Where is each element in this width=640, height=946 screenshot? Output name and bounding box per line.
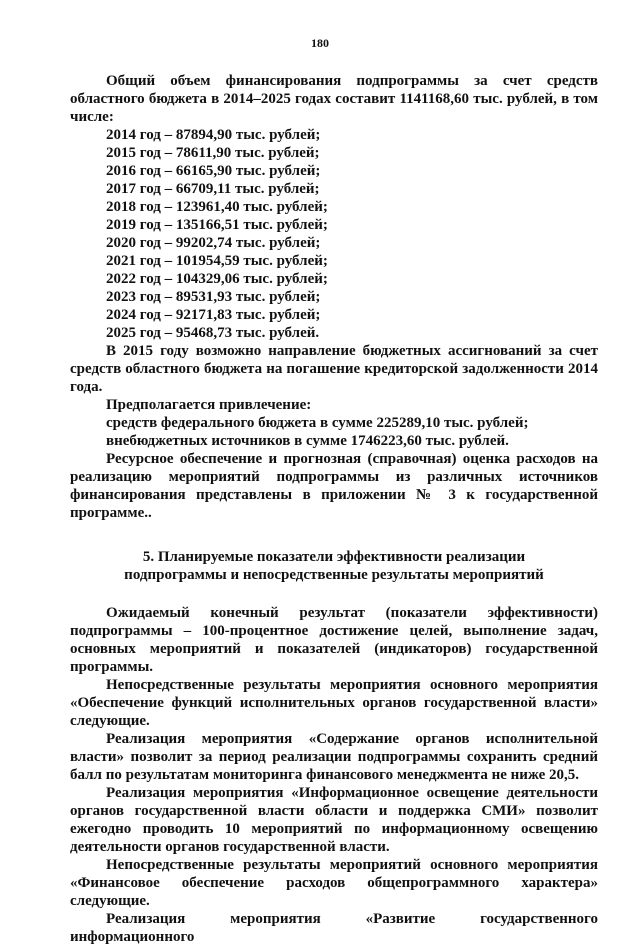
section-heading-line-1: 5. Планируемые показатели эффективности реализации (142, 549, 526, 565)
page-number: 180 (311, 36, 329, 50)
attraction-federal: средств федерального бюджета в сумме 225289,10 тыс. рублей; (106, 415, 529, 431)
attraction-extrabudgetary: внебюджетных источников в сумме 1746223,60 тыс. рублей. (106, 433, 509, 449)
yearly-funding-list (70, 126, 598, 342)
year-item: 2018 год – 123961,40 тыс. рублей; (106, 199, 328, 215)
year-item: 2025 год – 95468,73 тыс. рублей. (106, 325, 320, 341)
direct-results-paragraph-1: Непосредственные результаты мероприятия основного мероприятия «Обеспечение функций исполнительных органов государственной власти» следующие. (70, 677, 598, 729)
year-item: 2017 год – 66709,11 тыс. рублей; (106, 181, 320, 197)
intro-paragraph: Общий объем финансирования подпрограммы за счет средств областного бюджета в 2014–2025 годах составит 1141168,60 тыс. рублей, в том числе: (70, 73, 598, 125)
year-item: 2019 год – 135166,51 тыс. рублей; (106, 217, 328, 233)
year-item: 2024 год – 92171,83 тыс. рублей; (106, 307, 321, 323)
year-item: 2020 год – 99202,74 тыс. рублей; (106, 235, 321, 251)
information-coverage-paragraph: Реализация мероприятия «Информационное освещение деятельности органов государственной власти области и поддержка СМИ» позволит ежегодно проводить 10 мероприятий по информационному освещению деятельности органов государственной власти. (70, 785, 598, 855)
attraction-title: Предполагается привлечение: (106, 397, 312, 413)
year-item: 2021 год – 101954,59 тыс. рублей; (106, 253, 328, 269)
resource-paragraph: Ресурсное обеспечение и прогнозная (справочная) оценка расходов на реализацию мероприятий подпрограммы из различных источников финансирования представлены в приложении № 3 к государственной программе.. (70, 451, 598, 521)
year-item: 2014 год – 87894,90 тыс. рублей; (106, 127, 321, 143)
section-heading-line-2: подпрограммы и непосредственные результаты мероприятий (124, 567, 544, 583)
year-item: 2015 год – 78611,90 тыс. рублей; (106, 145, 320, 161)
year-item: 2023 год – 89531,93 тыс. рублей; (106, 289, 321, 305)
direct-results-paragraph-2: Непосредственные результаты мероприятий основного мероприятия «Финансовое обеспечение расходов общепрограммного характера» следующие. (70, 857, 598, 909)
section-heading (70, 548, 598, 584)
last-paragraph: Реализация мероприятия «Развитие государственного информационного (70, 911, 598, 945)
paragraph-2015: В 2015 году возможно направление бюджетных ассигнований за счет средств областного бюджета на погашение кредиторской задолженности 2014 года. (70, 343, 598, 395)
page-content (70, 72, 598, 946)
content-bodies-paragraph: Реализация мероприятия «Содержание органов исполнительной власти» позволит за период реализации подпрограммы сохранить средний балл по результатам мониторинга финансового менеджмента не ниже 20,5. (70, 731, 598, 783)
year-item: 2022 год – 104329,06 тыс. рублей; (106, 271, 328, 287)
year-item: 2016 год – 66165,90 тыс. рублей; (106, 163, 321, 179)
expected-result-paragraph: Ожидаемый конечный результат (показатели эффективности) подпрограммы – 100-процентное достижение целей, выполнение задач, основных мероприятий и показателей (индикаторов) государственной программы. (70, 605, 598, 675)
